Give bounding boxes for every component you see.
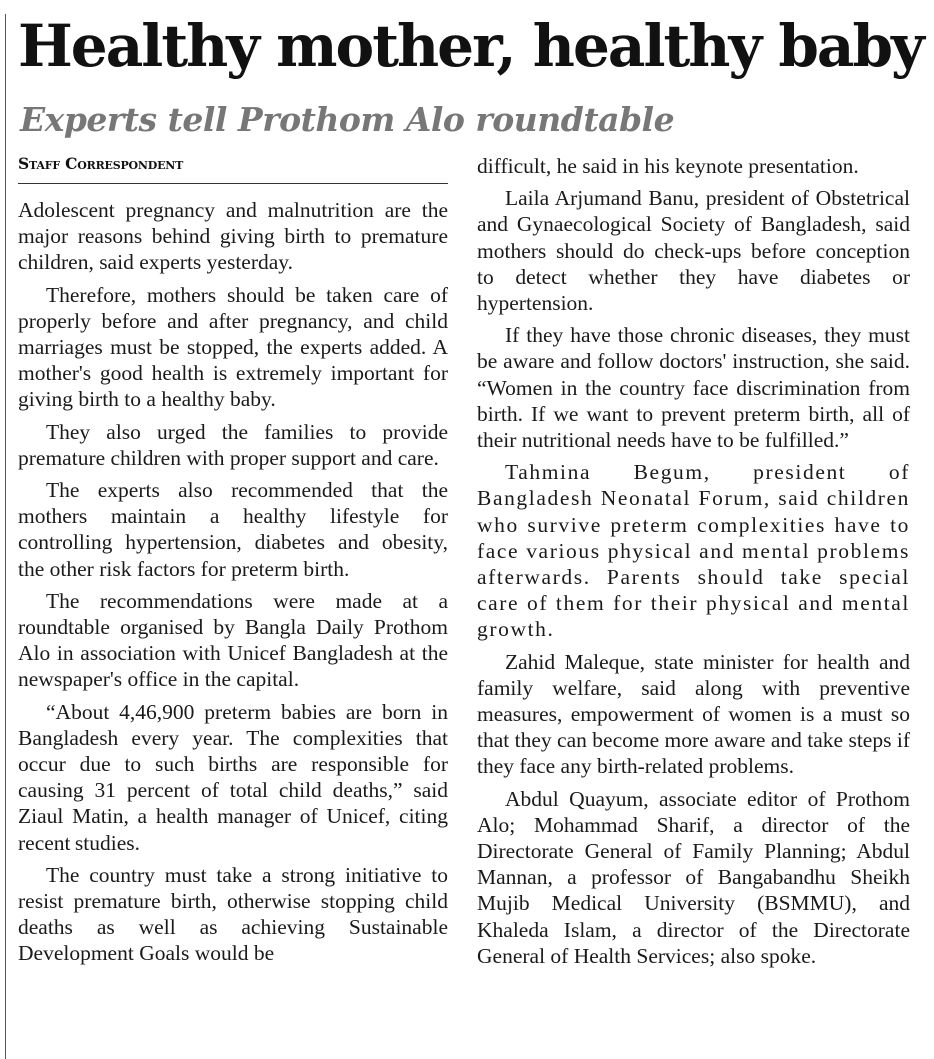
paragraph: The country must take a strong initiative to resist premature birth, otherwise stopping child deaths as well as achieving Sustainable Development Goals would be <box>18 862 448 966</box>
subheadline: Experts tell Prothom Alo roundtable <box>20 100 675 139</box>
column-rule <box>5 14 6 1059</box>
paragraph: They also urged the families to provide premature children with proper support and care. <box>18 419 448 470</box>
paragraph: “About 4,46,900 preterm babies are born in Bangladesh every year. The complexities that occur due to such births are responsible for causing 31 percent of total child deaths,” said Ziaul Matin, a health manager of Unicef, citing recent studies. <box>18 699 448 855</box>
paragraph: Adolescent pregnancy and malnutrition are the major reasons behind giving birth to premature children, said experts yesterday. <box>18 198 448 275</box>
paragraph: Therefore, mothers should be taken care of properly before and after pregnancy, and child marriages must be stopped, the experts added. A mother's good health is extremely important for giving birth to a healthy baby. <box>18 282 448 412</box>
headline: Healthy mother, healthy baby <box>18 12 923 80</box>
right-column <box>477 153 910 975</box>
paragraph: difficult, he said in his keynote presentation. <box>477 154 859 178</box>
byline: Staff Correspondent <box>18 154 184 173</box>
paragraph: If they have those chronic diseases, they must be aware and follow doctors' instruction, she said. “Women in the country face discrimination from birth. If we want to prevent preterm birth, all of their nutritional needs have to be fulfilled.” <box>477 323 910 453</box>
paragraph: The recommendations were made at a roundtable organised by Bangla Daily Prothom Alo in association with Unicef Bangladesh at the newspaper's office in the capital. <box>18 588 448 692</box>
paragraph: Abdul Quayum, associate editor of Prothom Alo; Mohammad Sharif, a director of the Directorate General of Family Planning; Abdul Mannan, a professor of Bangabandhu Sheikh Mujib Medical University (BSMMU), and Khaleda Islam, a director of the Directorate General of Health Services; also spoke. <box>477 786 910 968</box>
byline-divider <box>18 183 448 184</box>
paragraph: Laila Arjumand Banu, president of Obstetrical and Gynaecological Society of Bangladesh, said mothers should do check-ups before conception to detect whether they have diabetes or hypertension. <box>477 186 910 316</box>
paragraph: The experts also recommended that the mothers maintain a healthy lifestyle for controlling hypertension, diabetes and obesity, the other risk factors for preterm birth. <box>18 478 448 581</box>
paragraph: Zahid Maleque, state minister for health and family welfare, said along with preventive measures, empowerment of women is a must so that they can become more aware and take steps if they face any birth-related problems. <box>477 649 910 779</box>
left-column <box>18 197 448 973</box>
paragraph: Tahmina Begum, president of Bangladesh Neonatal Forum, said children who survive preterm complexities have to face various physical and mental problems afterwards. Parents should take special care of them for their physical and mental growth. <box>477 460 910 642</box>
